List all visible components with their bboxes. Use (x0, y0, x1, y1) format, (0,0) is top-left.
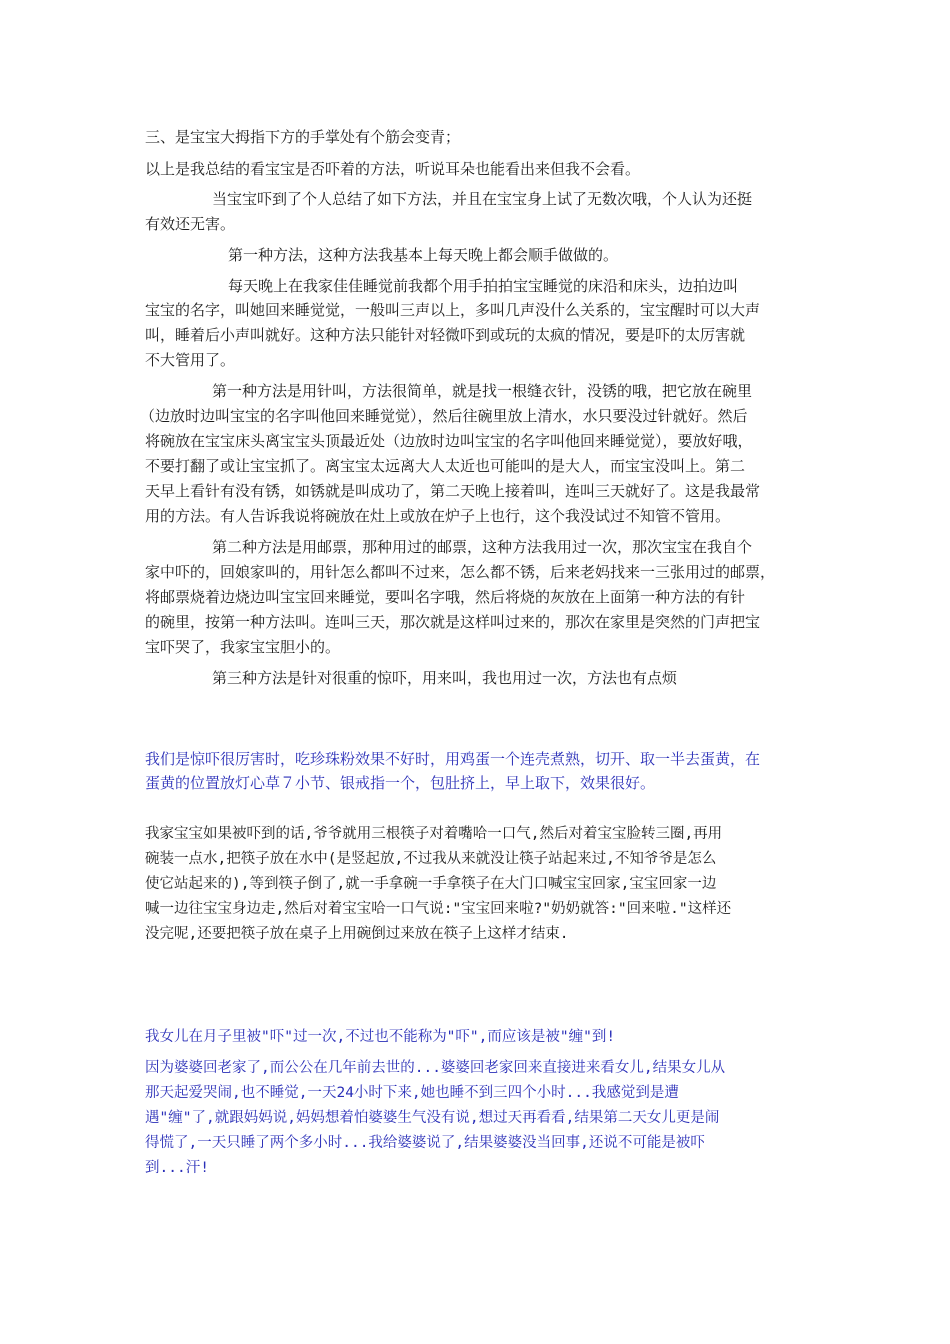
text-line: 得慌了,一天只睡了两个多小时...我给婆婆说了,结果婆婆没当回事,还说不可能是被吓 (145, 1135, 705, 1151)
text-line: （边放时边叫宝宝的名字叫他回来睡觉觉），然后往碗里放上清水，水只要没过针就好。然后 (140, 407, 748, 425)
text-line: 喊一边往宝宝身边走,然后对着宝宝哈一口气说:"宝宝回来啦?"奶奶就答:"回来啦."这样还 (145, 901, 732, 917)
text-line: 宝宝的名字，叫她回来睡觉觉，一般叫三声以上，多叫几声没什么关系的，宝宝醒时可以大声 (145, 301, 761, 319)
text-line: 我女儿在月子里被"吓"过一次,不过也不能称为"吓",而应该是被"缠"到! (145, 1029, 616, 1045)
text-line: 到...汗! (145, 1160, 209, 1176)
text-line: 因为婆婆回老家了,而公公在几年前去世的...婆婆回老家回来直接进来看女儿,结果女儿从 (145, 1060, 726, 1076)
text-line: 以上是我总结的看宝宝是否吓着的方法，听说耳朵也能看出来但我不会看。 (145, 160, 641, 178)
text-line: 第三种方法是针对很重的惊吓，用来叫，我也用过一次，方法也有点烦 (212, 669, 678, 687)
text-line: 碗装一点水,把筷子放在水中(是竖起放,不过我从来就没让筷子站起来过,不知爷爷是怎么 (145, 851, 717, 867)
text-line: 当宝宝吓到了个人总结了如下方法，并且在宝宝身上试了无数次哦，个人认为还挺 (212, 190, 753, 208)
text-line: 将碗放在宝宝床头离宝宝头顶最近处（边放时边叫宝宝的名字叫他回来睡觉觉），要放好哦， (145, 432, 753, 450)
text-line: 三、是宝宝大拇指下方的手掌处有个筋会变青； (145, 128, 461, 146)
text-line: 不要打翻了或让宝宝抓了。离宝宝太远离大人太近也可能叫的是大人，而宝宝没叫上。第二 (145, 457, 746, 475)
text-line: 我家宝宝如果被吓到的话,爷爷就用三根筷子对着嘴哈一口气,然后对着宝宝脸转三圈,再用 (145, 826, 723, 842)
text-line: 不大管用了。 (145, 351, 236, 369)
text-line: 第一种方法是用针叫，方法很简单，就是找一根缝衣针，没锈的哦，把它放在碗里 (212, 382, 753, 400)
text-line: 叫，睡着后小声叫就好。这种方法只能针对轻微吓到或玩的太疯的情况，要是吓的太厉害就 (145, 326, 746, 344)
text-line: 没完呢,还要把筷子放在桌子上用碗倒过来放在筷子上这样才结束. (145, 926, 569, 942)
text-line: 第一种方法，这种方法我基本上每天晚上都会顺手做做的。 (228, 246, 619, 264)
text-line: 那天起爱哭闹,也不睡觉,一天24小时下来,她也睡不到三四个小时...我感觉到是遭 (145, 1085, 679, 1101)
text-line: 将邮票烧着边烧边叫宝宝回来睡觉，要叫名字哦，然后将烧的灰放在上面第一种方法的有针 (145, 588, 746, 606)
text-line: 用的方法。有人告诉我说将碗放在灶上或放在炉子上也行，这个我没试过不知管不管用。 (145, 507, 731, 525)
text-line: 每天晚上在我家佳佳睡觉前我都个用手拍拍宝宝睡觉的床沿和床头，边拍边叫 (228, 277, 739, 295)
text-line: 的碗里，按第一种方法叫。连叫三天，那次就是这样叫过来的，那次在家里是突然的门声把宝 (145, 613, 761, 631)
text-line: 蛋黄的位置放灯心草７小节、银戒指一个，包肚挤上，早上取下，效果很好。 (145, 774, 656, 792)
text-line: 我们是惊吓很厉害时，吃珍珠粉效果不好时，用鸡蛋一个连壳煮熟，切开、取一半去蛋黄，在 (145, 750, 761, 768)
text-line: 天早上看针有没有锈，如锈就是叫成功了，第二天晚上接着叫，连叫三天就好了。这是我最常 (145, 482, 761, 500)
text-line: 有效还无害。 (145, 215, 236, 233)
text-line: 宝吓哭了，我家宝宝胆小的。 (145, 638, 341, 656)
text-line: 家中吓的，回娘家叫的，用针怎么都叫不过来，怎么都不锈，后来老妈找来一三张用过的邮票， (145, 563, 776, 581)
text-line: 使它站起来的),等到筷子倒了,就一手拿碗一手拿筷子在大门口喊宝宝回家,宝宝回家一边 (145, 876, 717, 892)
text-line: 第二种方法是用邮票，那种用过的邮票，这种方法我用过一次，那次宝宝在我自个 (212, 538, 753, 556)
text-line: 遇"缠"了,就跟妈妈说,妈妈想着怕婆婆生气没有说,想过天再看看,结果第二天女儿更是闹 (145, 1110, 720, 1126)
